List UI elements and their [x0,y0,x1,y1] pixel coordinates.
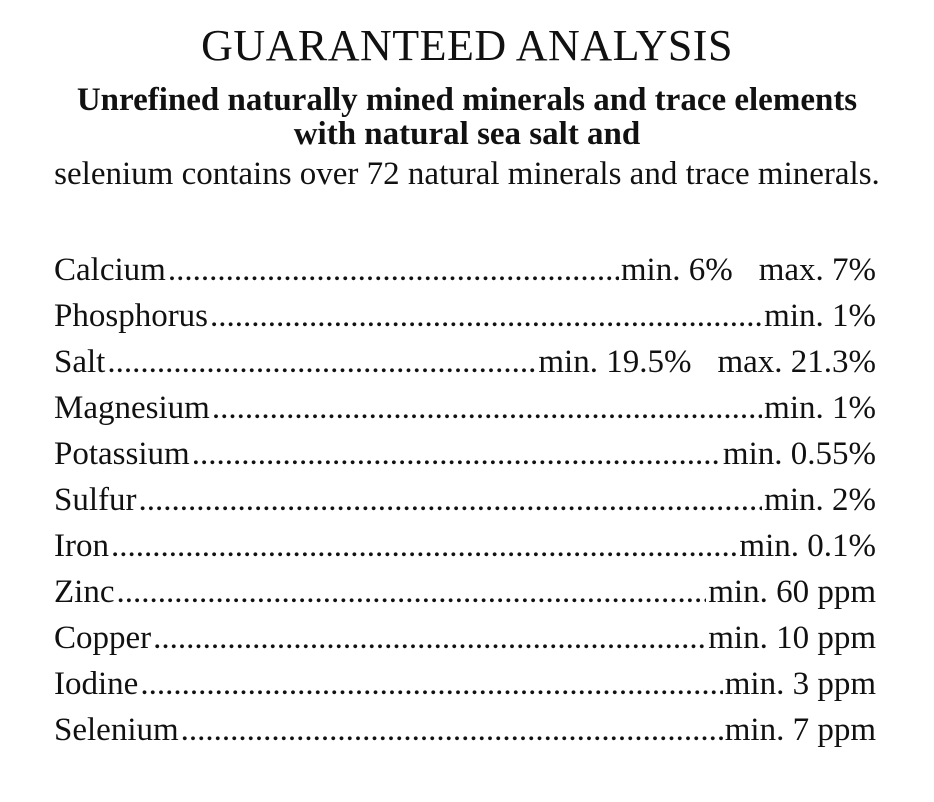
dot-leader [181,707,723,753]
analysis-row-phosphorus [54,293,876,339]
row-label: Selenium [54,712,179,748]
row-min: min. 6% [620,252,733,288]
description: selenium contains over 72 natural minerals and trace minerals. [54,156,880,192]
dot-leader [168,247,619,293]
dot-leader [210,293,762,339]
dot-leader [192,431,721,477]
analysis-row-iodine [54,661,876,707]
row-min: min. 3 ppm [724,666,876,702]
subtitle-line-2: with natural sea salt and [293,116,641,152]
row-value [723,431,876,477]
dot-leader [139,477,763,523]
row-value [764,293,876,339]
analysis-row-copper [54,615,876,661]
row-label: Sulfur [54,482,137,518]
row-min: min. 10 ppm [708,620,876,656]
analysis-row-potassium [54,431,876,477]
dot-leader [111,523,737,569]
row-value [708,615,876,661]
row-min: min. 60 ppm [708,574,876,610]
analysis-row-iron [54,523,876,569]
subtitle-line-1: Unrefined naturally mined minerals and trace elements [76,82,858,118]
row-value [708,569,876,615]
dot-leader [212,385,762,431]
row-label: Magnesium [54,390,210,426]
row-min: min. 2% [764,482,876,518]
row-label: Potassium [54,436,190,472]
analysis-row-sulfur [54,477,876,523]
row-value [764,385,876,431]
row-min: min. 19.5% [538,344,692,380]
row-label: Phosphorus [54,298,209,334]
analysis-row-salt [54,339,876,385]
row-value [725,707,876,753]
page-title: GUARANTEED ANALYSIS [201,21,733,70]
dot-leader [153,615,706,661]
dot-leader [140,661,722,707]
analysis-row-selenium [54,707,876,753]
row-label: Zinc [54,574,115,610]
row-min: min. 1% [764,390,876,426]
row-value [538,339,876,385]
analysis-list [54,247,876,753]
row-min: min. 0.55% [722,436,876,472]
analysis-row-magnesium [54,385,876,431]
row-min: min. 7 ppm [724,712,876,748]
row-value [764,477,876,523]
row-value [725,661,876,707]
dot-leader [116,569,706,615]
row-label: Copper [54,620,152,656]
row-label: Iodine [54,666,139,702]
row-value [739,523,876,569]
row-label: Salt [54,344,106,380]
row-label: Calcium [54,252,166,288]
analysis-row-zinc [54,569,876,615]
analysis-row-calcium [54,247,876,293]
row-max: max. 7% [758,252,876,288]
row-label: Iron [54,528,109,564]
dot-leader [107,339,536,385]
row-min: min. 0.1% [739,528,876,564]
row-min: min. 1% [764,298,876,334]
row-max: max. 21.3% [717,344,876,380]
row-value [621,247,876,293]
